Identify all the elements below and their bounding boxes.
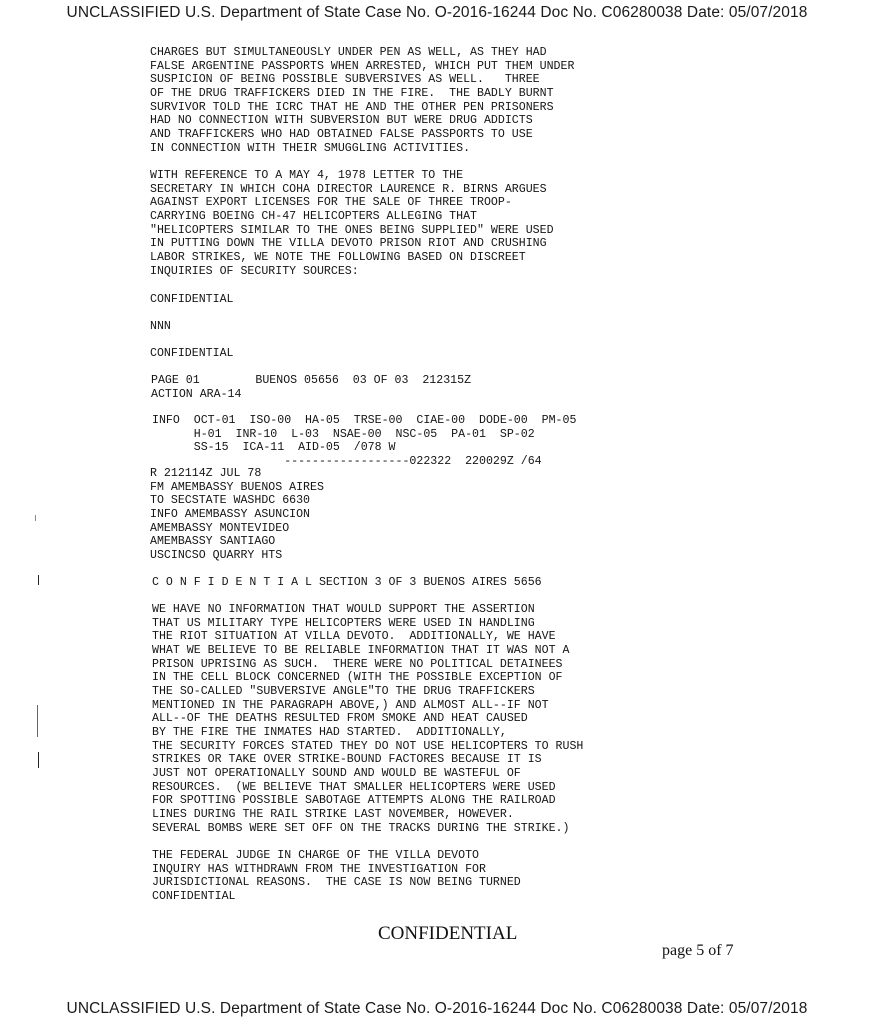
scan-margin-mark [38, 752, 39, 768]
nnn-marker: NNN [150, 320, 171, 333]
page-number: page 5 of 7 [662, 942, 734, 959]
paragraph-drug-traffickers: CHARGES BUT SIMULTANEOUSLY UNDER PEN AS WELL, AS THEY HAD FALSE ARGENTINE PASSPORTS WHEN ARRESTED, WHICH PUT THEM UNDER SUSPICION OF BEING POSSIBLE SUBVERSIVES AS WELL. THREE OF THE DRUG TRAFFICKERS DIED IN THE FIRE. THE BADLY BURNT SURVIVOR TOLD THE ICRC THAT HE AND THE OTHER PEN PRISONERS HAD NO CONNECTION WITH SUBVERSION BUT WERE DRUG ADDICTS AND TRAFFICKERS WHO HAD OBTAINED FALSE PASSPORTS TO USE IN CONNECTION WITH THEIR SMUGGLING ACTIVITIES. [150, 46, 575, 155]
section-heading: C O N F I D E N T I A L SECTION 3 OF 3 BUENOS AIRES 5656 [152, 576, 542, 589]
cable-info-distribution: INFO OCT-01 ISO-00 HA-05 TRSE-00 CIAE-00 DODE-00 PM-05 H-01 INR-10 L-03 NSAE-00 NSC-05 PA-01 SP-02 SS-15 ICA-11 AID-05 /078 W ------------------022322 220029Z /64 [152, 414, 577, 468]
scan-margin-mark [38, 575, 39, 585]
classification-marking: CONFIDENTIAL [150, 293, 234, 306]
scan-margin-mark [35, 515, 36, 521]
paragraph-helicopter-assessment: WE HAVE NO INFORMATION THAT WOULD SUPPORT THE ASSERTION THAT US MILITARY TYPE HELICOPTERS WERE USED IN HANDLING THE RIOT SITUATION AT VILLA DEVOTO. ADDITIONALLY, WE HAVE WHAT WE BELIEVE TO BE RELIABLE INFORMATION THAT IT WAS NOT A PRISON UPRISING AS SUCH. THERE WERE NO POLITICAL DETAINEES IN THE CELL BLOCK CONCERNED (WITH THE POSSIBLE EXCEPTION OF THE SO-CALLED "SUBVERSIVE ANGLE"TO THE DRUG TRAFFICKERS MENTIONED IN THE PARAGRAPH ABOVE,) AND ALMOST ALL--IF NOT ALL--OF THE DEATHS RESULTED FROM SMOKE AND HEAT CAUSED BY THE FIRE THE INMATES HAD STARTED. ADDITIONALLY, THE SECURITY FORCES STATED THEY DO NOT USE HELICOPTERS TO RUSH STRIKES OR TAKE OVER STRIKE-BOUND FACTORES BECAUSE IT IS JUST NOT OPERATIONALLY SOUND AND WOULD BE WASTEFUL OF RESOURCES. (WE BELIEVE THAT SMALLER HELICOPTERS WERE USED FOR SPOTTING POSSIBLE SABOTAGE ATTEMPTS ALONG THE RAILROAD LINES DURING THE RAIL STRIKE LAST NOVEMBER, HOWEVER. SEVERAL BOMBS WERE SET OFF ON THE TRACKS DURING THE STRIKE.) [152, 603, 584, 835]
paragraph-coha-letter: WITH REFERENCE TO A MAY 4, 1978 LETTER TO THE SECRETARY IN WHICH COHA DIRECTOR LAURENCE R. BIRNS ARGUES AGAINST EXPORT LICENSES FOR THE SALE OF THREE TROOP- CARRYING BOEING CH-47 HELICOPTERS ALLEGING THAT "HELICOPTERS SIMILAR TO THE ONES BEING SUPPLIED" WERE USED IN PUTTING DOWN THE VILLA DEVOTO PRISON RIOT AND CRUSHING LABOR STRIKES, WE NOTE THE FOLLOWING BASED ON DISCREET INQUIRIES OF SECURITY SOURCES: [150, 169, 554, 278]
classification-marking: CONFIDENTIAL [150, 347, 234, 360]
cable-page-header: PAGE 01 BUENOS 05656 03 OF 03 212315Z ACTION ARA-14 [151, 374, 472, 401]
scan-margin-mark [37, 705, 38, 737]
cable-routing: R 212114Z JUL 78 FM AMEMBASSY BUENOS AIRES TO SECSTATE WASHDC 6630 INFO AMEMBASSY ASUNCION AMEMBASSY MONTEVIDEO AMEMBASSY SANTIAGO USCINCSO QUARRY HTS [150, 467, 324, 562]
declassification-banner-bottom: UNCLASSIFIED U.S. Department of State Case No. O-2016-16244 Doc No. C06280038 Date: 05/07/2018 [66, 1000, 808, 1017]
footer-classification: CONFIDENTIAL [378, 923, 518, 944]
declassification-banner-top: UNCLASSIFIED U.S. Department of State Case No. O-2016-16244 Doc No. C06280038 Date: 05/07/2018 [66, 4, 808, 21]
paragraph-federal-judge: THE FEDERAL JUDGE IN CHARGE OF THE VILLA DEVOTO INQUIRY HAS WITHDRAWN FROM THE INVESTIGATION FOR JURISDICTIONAL REASONS. THE CASE IS NOW BEING TURNED CONFIDENTIAL [152, 849, 521, 903]
